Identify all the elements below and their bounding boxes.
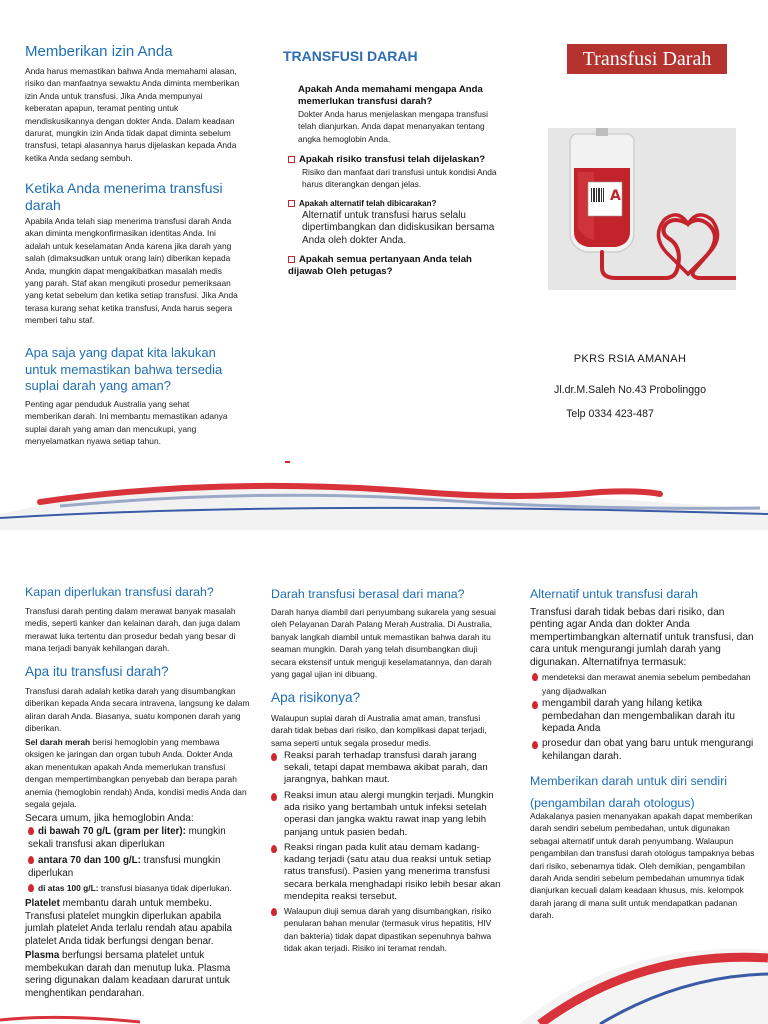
- organization-address: Jl.dr.M.Saleh No.43 Probolinggo: [554, 384, 706, 396]
- risiko-bullet-text: Reaksi imun atau alergi mungkin terjadi. Mungkin ada risiko yang bertambah untuk infeksi setelah operasi dan jangka waktu rawat inap yang lebih panjang untuk pasien bedah.: [284, 790, 494, 838]
- organization-phone: Telp 0334 423-487: [566, 408, 654, 420]
- transfusi-heading: TRANSFUSI DARAH: [283, 48, 418, 64]
- question-alternatif-text: Apakah alternatif telah dibicarakan?: [299, 199, 437, 208]
- bullet-text: transfusi mungkin diperlukan: [28, 855, 221, 879]
- darimana-paragraph: Darah hanya diambil dari penyumbang sukarela yang sesuai oleh Pelayanan Darah Palang Merah Australia. Di Australia, banyak langkah diambil untuk memastikan bahwa darah itu seaman mungkin. Darah yang telah disumbangkan diuji secara ekstensif untuk menguji keselamatannya, dan darah yang gagal ujian ini dibuang.: [271, 607, 496, 680]
- otologus-heading-line2: (pengambilan darah otologus): [530, 796, 695, 810]
- answer-alternatif: Alternatif untuk transfusi harus selalu dipertimbangkan dan didiskusikan bersama Anda oleh dokter Anda.: [302, 210, 495, 246]
- bullet-term: di atas 100 g/L:: [38, 883, 99, 893]
- blood-drop-icon: [532, 701, 538, 709]
- sel-darah-merah-term: Sel darah merah: [25, 737, 91, 747]
- izin-heading: Memberikan izin Anda: [25, 43, 173, 60]
- plasma-text: berfungsi bersama platelet untuk membekukan darah dan menutup luka. Plasma sering digunakan dalam keadaan darurat untuk menghentikan pendarahan.: [25, 950, 231, 999]
- alternatif-heading: Alternatif untuk transfusi darah: [530, 587, 699, 601]
- apa-itu-heading: Apa itu transfusi darah?: [25, 664, 169, 679]
- kapan-paragraph: Transfusi darah penting dalam merawat banyak masalah medis, seperti kanker dan kelainan darah, dan juga dalam merawat luka tertentu dan prosedur bedah yang besar di mana terjadi banyak kehilangan darah.: [25, 606, 241, 654]
- risiko-bullet: [271, 750, 501, 787]
- apa-itu-paragraph: Transfusi darah adalah ketika darah yang disumbangkan diberikan kepada Anda secara intravena, langsung ke dalam aliran darah Anda. Biasanya, suatu komponen darah yang diberikan.: [25, 686, 250, 734]
- hemoglobin-bullet-mid: [28, 855, 248, 880]
- blood-drop-icon: [28, 827, 34, 835]
- question-pertanyaan: [288, 254, 498, 278]
- sel-darah-merah-paragraph: [25, 736, 250, 810]
- red-dash-mark: [285, 461, 290, 463]
- checkbox-icon: [288, 256, 295, 263]
- alternatif-bullet: [532, 738, 760, 763]
- blood-drop-icon: [532, 741, 538, 749]
- blood-drop-icon: [271, 753, 277, 761]
- risiko-bullet-text: Reaksi ringan pada kulit atau demam kadang-kadang terjadi (satu atau dua reaksi untuk setiap ratus transfusi). Pasien yang menerima transfusi secara berkala menghadapi risiko lebih besar akan mendерita reaksi tersebut.: [284, 842, 501, 902]
- risiko-bullet: [271, 790, 501, 839]
- blood-drop-icon: [271, 908, 277, 916]
- platelet-text: membantu darah untuk membeku. Transfusi platelet mungkin diperlukan apabila jumlah platelet Anda terlalu rendah atau apabila platelet Anda tidak berfungsi dengan benar.: [25, 898, 232, 947]
- alternatif-bullet: [532, 698, 760, 736]
- risiko-bullet-text: Walaupun diuji semua darah yang disumbangkan, risiko penularan bahan menular (termasuk virus hepatitis, HIV dan bakteria) tidak dapat dipastikan sepenuhnya bahwa tidak akan terjadi. Risiko ini teramat rendah.: [284, 906, 492, 954]
- menerima-paragraph: Apabila Anda telah siap menerima transfusi darah Anda akan diminta mengkonfirmasikan identitas Anda. Ini adalah untuk keselamatan Anda karena jika darah yang salah (dimaksudkan untuk orang lain) diberikan kepada Anda, mungkin dapat mengakibatkan masalah medis yang parah. Staf akan mengikuti prosedur pemeriksaan yang ketat sebelum dan ketika setiap transfusi. Jika Anda terasa kurang sehat ketika transfusi, Anda harus segera memberi tahu staf.: [25, 216, 238, 326]
- izin-paragraph: Anda harus memastikan bahwa Anda memahami alasan, risiko dan manfaatnya sewaktu Anda diminta memberikan izin Anda untuk transfusi. Jika Anda mempunyai keberatan apapun, teramat penting untuk mendiskusikannya dengan dokter Anda. Dalam keadaan darurat, mungkin izin Anda tidak dapat diminta sebelum transfusi, tetapi alasannya harus dijelaskan kepada Anda ketika Anda sedang sembuh.: [25, 66, 240, 163]
- alternatif-bullet: [532, 670, 760, 698]
- plasma-term: Plasma: [25, 950, 60, 961]
- blood-bag-image: [548, 128, 736, 290]
- answer-risiko: Risiko dan manfaat dari transfusi untuk kondisi Anda harus diterangkan dengan jelas.: [302, 167, 497, 190]
- alternatif-paragraph: Transfusi darah tidak bebas dari risiko, dan penting agar Anda dan dokter Anda mempertimbangkan alternatif untuk transfusi, dan cara untuk mengurangi jumlah darah yang digunakan. Alternatifnya termasuk:: [530, 607, 754, 668]
- menerima-heading: Ketika Anda menerima transfusi darah: [25, 180, 223, 213]
- blood-drop-icon: [532, 673, 538, 681]
- otologus-heading: [530, 770, 765, 814]
- answer-alasan: Dokter Anda harus menjelaskan mengapa transfusi telah dianjurkan. Anda dapat menanyakan tentang angka hemoglobin Anda.: [298, 109, 488, 144]
- platelet-paragraph: [25, 898, 250, 948]
- plasma-paragraph: [25, 950, 250, 1000]
- bullet-text: transfusi biasanya tidak diperlukan.: [98, 883, 232, 893]
- question-risiko: [288, 154, 498, 166]
- risiko-bullet: [271, 842, 501, 903]
- kapan-heading: Kapan diperlukan transfusi darah?: [25, 585, 214, 599]
- otologus-paragraph: Adakalanya pasien menanyakan apakah dapat memberikan darah sendiri sebelum pembedahan, untuk digunakan sebagai alternatif untuk darah penyumbang. Walaupun pengambilan dan transfusi darah otologus tampaknya bebas dari risiko, sebenarnya tidak. Oleh demikian, pengambilan darah Anda sendiri sebelum pembedahan umumnya tidak dianjurkan kecuali dalam keadaan khusus, mis. kelompok darah jarang di mana sulit untuk mendapatkan padanan darah.: [530, 811, 755, 921]
- decorative-swoosh-top: [0, 470, 768, 530]
- alternatif-bullet-text: prosedur dan obat yang baru untuk mengurangi kehilangan darah.: [542, 738, 754, 762]
- suplai-aman-paragraph: Penting agar penduduk Australia yang sehat memberikan darah. Ini membantu memastikan adanya suplai darah yang aman dan mencukupi, yang menyelamatkan nyawa setiap tahun.: [25, 399, 228, 447]
- bullet-term: antara 70 dan 100 g/L:: [38, 855, 141, 866]
- question-alternatif: [288, 198, 498, 210]
- hemoglobin-bullet-high: [28, 882, 248, 894]
- alternatif-bullet-text: mengambil darah yang hilang ketika pembedahan dan mengembalikan darah itu kepada Anda: [542, 698, 735, 735]
- blood-drop-icon: [28, 884, 34, 892]
- question-risiko-text: Apakah risiko transfusi telah dijelaskan?: [299, 154, 486, 165]
- risiko-heading: Apa risikonya?: [271, 690, 361, 705]
- risiko-bullet: [271, 905, 501, 955]
- bullet-term: di bawah 70 g/L (gram per liter):: [38, 826, 186, 837]
- darimana-heading: Darah transfusi berasal dari mana?: [271, 587, 465, 601]
- risiko-bullet-text: Reaksi parah terhadap transfusi darah jarang sekali, tetapi dapat membawa akibat parah, dan jarangnya, bahkan maut.: [284, 750, 488, 786]
- risiko-paragraph: Walaupun suplai darah di Australia amat aman, transfusi darah tidak bebas dari risiko, dan komplikasi dapat terjadi, sama seperti untuk segala prosedur medis.: [271, 713, 487, 748]
- blood-bag-illustration: [548, 128, 736, 290]
- question-pertanyaan-text: Apakah semua pertanyaan Anda telah dijawab Oleh petugas?: [288, 254, 472, 277]
- checkbox-icon: [288, 156, 295, 163]
- blood-drop-icon: [28, 856, 34, 864]
- sel-darah-merah-text: berisi hemoglobin yang membawa oksigen ke jaringan dan organ tubuh Anda. Dokter Anda akan menentukan apakah Anda memerlukan transfusi dengan mempertimbangkan penyebab dan berapa parah anemia (hemoglobin rendah) Anda, kondisi medis Anda dan segala gejala.: [25, 737, 247, 810]
- question-alasan: Apakah Anda memahami mengapa Anda memerlukan transfusi darah?: [298, 84, 483, 107]
- blood-drop-icon: [271, 793, 277, 801]
- bullet-text: mungkin sekali transfusi akan diperlukan: [28, 826, 226, 850]
- cover-title: Transfusi Darah: [567, 44, 727, 74]
- blood-drop-icon: [271, 845, 277, 853]
- alternatif-bullet-text: mendeteksi dan merawat anemia sebelum pembedahan yang dijadwalkan: [542, 672, 751, 696]
- otologus-heading-line1: Memberikan darah untuk diri sendiri: [530, 774, 727, 788]
- platelet-term: Platelet: [25, 898, 60, 909]
- suplai-aman-heading: Apa saja yang dapat kita lakukan untuk memastikan bahwa tersedia suplai darah yang aman?: [25, 345, 223, 393]
- hemoglobin-bullet-low: [28, 826, 248, 851]
- blood-type-label: A: [610, 188, 621, 204]
- secara-umum-text: Secara umum, jika hemoglobin Anda:: [25, 813, 194, 824]
- organization-name: PKRS RSIA AMANAH: [573, 353, 687, 365]
- checkbox-icon: [288, 200, 295, 207]
